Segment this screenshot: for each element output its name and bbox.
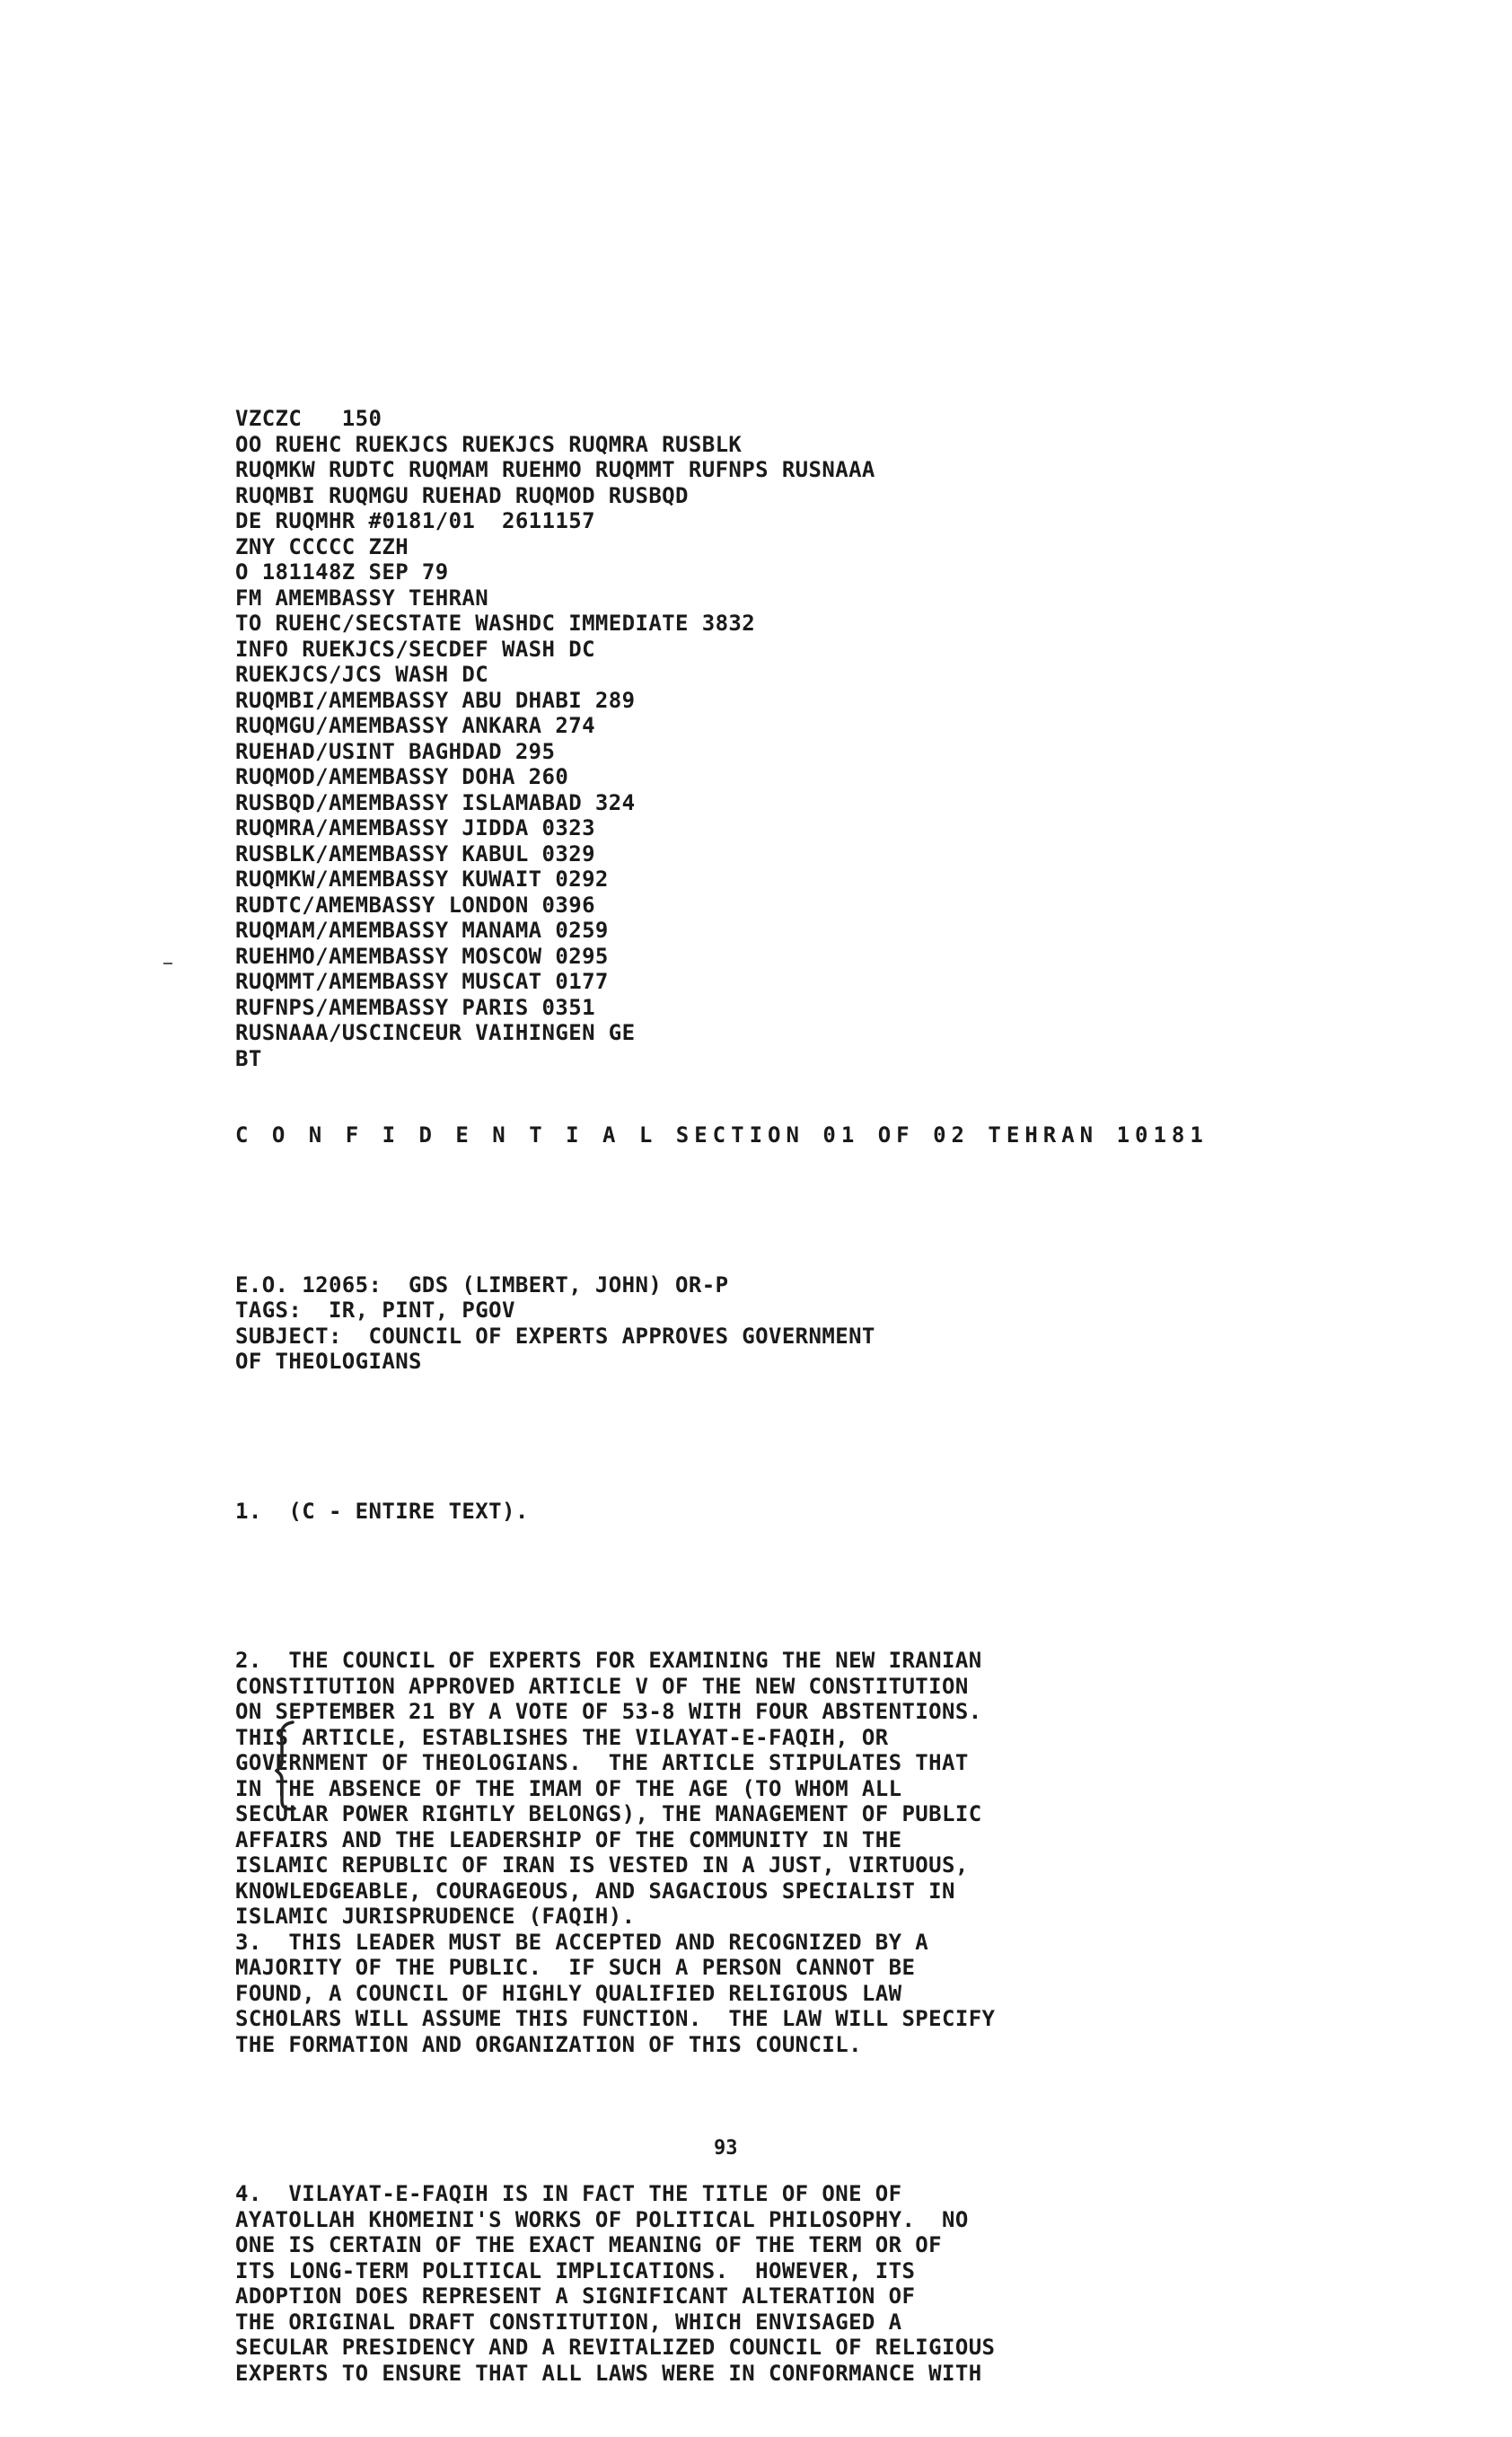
para2_3-line: FOUND, A COUNCIL OF HIGHLY QUALIFIED RELIGIOUS LAW xyxy=(235,1980,902,2006)
para2_3-line: KNOWLEDGEABLE, COURAGEOUS, AND SAGACIOUS SPECIALIST IN xyxy=(235,1878,955,1904)
para2_3-line: THIS ARTICLE, ESTABLISHES THE VILAYAT-E-FAQIH, OR xyxy=(235,1724,889,1750)
para4-line: 4. VILAYAT-E-FAQIH IS IN FACT THE TITLE OF ONE OF xyxy=(235,2181,902,2206)
meta-line: TAGS: IR, PINT, PGOV xyxy=(235,1298,515,1323)
meta-line: SUBJECT: COUNCIL OF EXPERTS APPROVES GOVERNMENT xyxy=(235,1323,875,1349)
header-line: RUSNAAA/USCINCEUR VAIHINGEN GE xyxy=(235,1020,636,1045)
para4-line: THE ORIGINAL DRAFT CONSTITUTION, WHICH ENVISAGED A xyxy=(235,2309,902,2335)
meta-line: OF THEOLOGIANS xyxy=(235,1349,422,1374)
header-line: RUEKJCS/JCS WASH DC xyxy=(235,662,489,687)
para2_3-line: SECULAR POWER RIGHTLY BELONGS), THE MANAGEMENT OF PUBLIC xyxy=(235,1801,982,1826)
header-line: RUQMGU/AMEMBASSY ANKARA 274 xyxy=(235,713,595,738)
page-number: 93 xyxy=(714,2137,738,2160)
para4-line: SECULAR PRESIDENCY AND A REVITALIZED COUNCIL OF RELIGIOUS xyxy=(235,2335,996,2360)
para2_3-line: GOVERNMENT OF THEOLOGIANS. THE ARTICLE STIPULATES THAT xyxy=(235,1750,969,1775)
header-line: TO RUEHC/SECSTATE WASHDC IMMEDIATE 3832 xyxy=(235,611,756,636)
header-line: OO RUEHC RUEKJCS RUEKJCS RUQMRA RUSBLK xyxy=(235,431,743,457)
classification-line: C O N F I D E N T I A L SECTION 01 OF 02 TEHRAN 10181 xyxy=(235,1122,1209,1148)
header-line: RUQMRA/AMEMBASSY JIDDA 0323 xyxy=(235,815,595,840)
para2_3-line: THE FORMATION AND ORGANIZATION OF THIS COUNCIL. xyxy=(235,2031,862,2057)
header-line: RUSBQD/AMEMBASSY ISLAMABAD 324 xyxy=(235,789,636,815)
header-line: RUFNPS/AMEMBASSY PARIS 0351 xyxy=(235,994,595,1020)
header-line: O 181148Z SEP 79 xyxy=(235,559,449,585)
para2_3-line: CONSTITUTION APPROVED ARTICLE V OF THE NEW CONSTITUTION xyxy=(235,1673,969,1699)
header-line: FM AMEMBASSY TEHRAN xyxy=(235,585,489,611)
para2_3-line: ON SEPTEMBER 21 BY A VOTE OF 53-8 WITH FOUR ABSTENTIONS. xyxy=(235,1699,982,1724)
para4-line: AYATOLLAH KHOMEINI'S WORKS OF POLITICAL PHILOSOPHY. NO xyxy=(235,2206,969,2232)
header-block xyxy=(235,406,1133,1071)
header-line: ZNY CCCCC ZZH xyxy=(235,533,409,559)
header-line: RUQMBI/AMEMBASSY ABU DHABI 289 xyxy=(235,687,636,713)
paragraph-2-3 xyxy=(235,1648,1133,2057)
handwritten-bracket-mark xyxy=(275,1717,298,1814)
meta-line: E.O. 12065: GDS (LIMBERT, JOHN) OR-P xyxy=(235,1271,729,1298)
header-line: RUQMAM/AMEMBASSY MANAMA 0259 xyxy=(235,918,609,943)
paragraph-1 xyxy=(235,1499,1133,1525)
header-line: DE RUQMHR #0181/01 2611157 xyxy=(235,508,595,533)
cable-text xyxy=(235,355,1209,2437)
header-line: RUQMMT/AMEMBASSY MUSCAT 0177 xyxy=(235,969,609,994)
para4-line: EXPERTS TO ENSURE THAT ALL LAWS WERE IN CONFORMANCE WITH xyxy=(235,2360,982,2386)
header-line: RUQMOD/AMEMBASSY DOHA 260 xyxy=(235,764,569,789)
margin-mark xyxy=(163,963,172,964)
header-line: BT xyxy=(235,1045,262,1071)
header-line: RUSBLK/AMEMBASSY KABUL 0329 xyxy=(235,840,595,867)
para2_3-line: ISLAMIC JURISPRUDENCE (FAQIH). xyxy=(235,1904,636,1929)
para2_3-line: IN THE ABSENCE OF THE IMAM OF THE AGE (TO WHOM ALL xyxy=(235,1775,902,1801)
para1-line: 1. (C - ENTIRE TEXT). xyxy=(235,1498,529,1524)
header-line: RUEHAD/USINT BAGHDAD 295 xyxy=(235,738,556,764)
para4-line: ITS LONG-TERM POLITICAL IMPLICATIONS. HOWEVER, ITS xyxy=(235,2257,916,2283)
para2_3-line: AFFAIRS AND THE LEADERSHIP OF THE COMMUNITY IN THE xyxy=(235,1826,902,1852)
para4-line: ADOPTION DOES REPRESENT A SIGNIFICANT ALTERATION OF xyxy=(235,2283,916,2309)
meta-block xyxy=(235,1272,1133,1375)
header-line: VZCZC 150 xyxy=(235,406,382,431)
header-line: RUEHMO/AMEMBASSY MOSCOW 0295 xyxy=(235,943,609,969)
para2_3-line: SCHOLARS WILL ASSUME THIS FUNCTION. THE LAW WILL SPECIFY xyxy=(235,2006,996,2031)
header-line: INFO RUEKJCS/SECDEF WASH DC xyxy=(235,636,595,662)
para2_3-line: MAJORITY OF THE PUBLIC. IF SUCH A PERSON CANNOT BE xyxy=(235,1955,916,1980)
para2_3-line: 3. THIS LEADER MUST BE ACCEPTED AND RECOGNIZED BY A xyxy=(235,1929,929,1955)
para4-line: ONE IS CERTAIN OF THE EXACT MEANING OF THE TERM OR OF xyxy=(235,2232,943,2257)
header-line: RUQMKW RUDTC RUQMAM RUEHMO RUQMMT RUFNPS RUSNAAA xyxy=(235,457,875,482)
header-line: RUQMKW/AMEMBASSY KUWAIT 0292 xyxy=(235,867,609,892)
paragraph-4 xyxy=(235,2181,1133,2386)
header-line: RUDTC/AMEMBASSY LONDON 0396 xyxy=(235,892,595,918)
para2_3-line: 2. THE COUNCIL OF EXPERTS FOR EXAMINING THE NEW IRANIAN xyxy=(235,1648,982,1673)
para2_3-line: ISLAMIC REPUBLIC OF IRAN IS VESTED IN A JUST, VIRTUOUS, xyxy=(235,1852,969,1878)
header-line: RUQMBI RUQMGU RUEHAD RUQMOD RUSBQD xyxy=(235,482,689,508)
